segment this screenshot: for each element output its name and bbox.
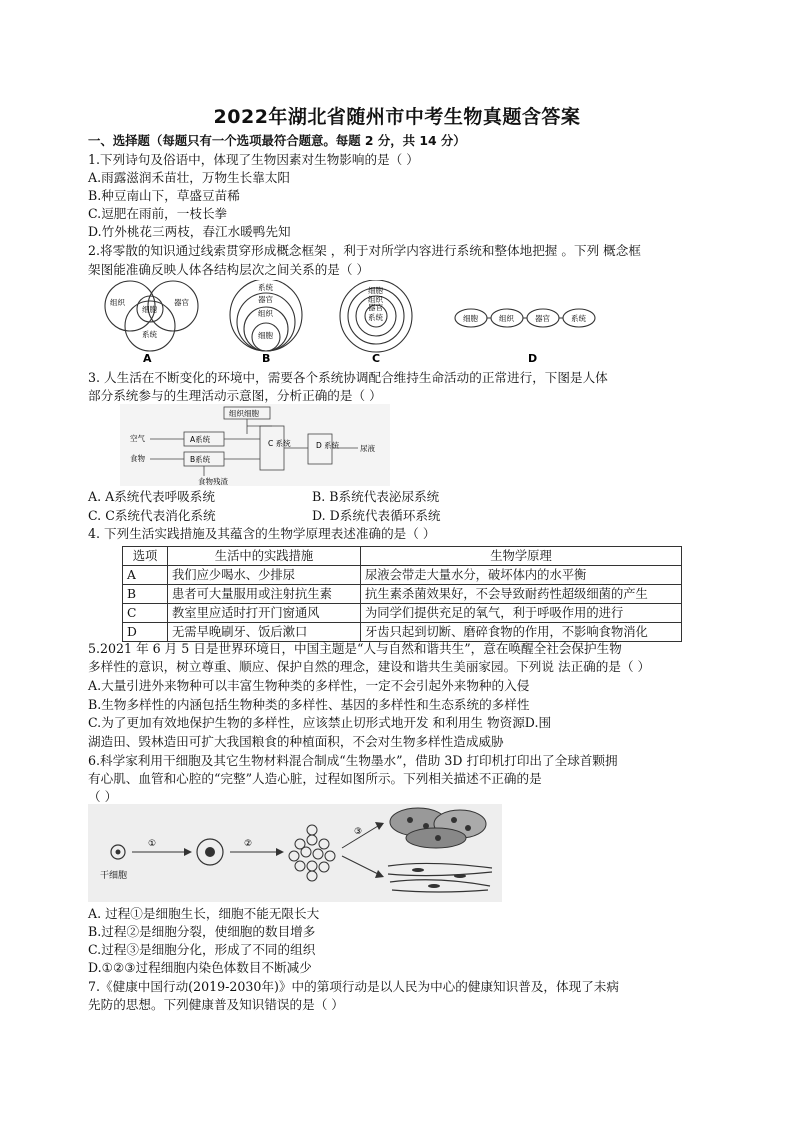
table-cell: D	[123, 623, 168, 642]
table-row	[123, 604, 682, 623]
q2-d-label-2: 组织	[499, 314, 514, 323]
q2-c-label-1: 细胞	[368, 286, 383, 295]
table-cell: 抗生素杀菌效果好，不会导致耐药性超级细菌的产生	[361, 585, 682, 604]
q5-option-c: C.为了更加有效地保护生物的多样性，应该禁止切形式地开发 和利用生 物资源D.围	[88, 715, 552, 730]
table-row	[123, 623, 682, 642]
table-cell: 尿液会带走大量水分，破坏体内的水平衡	[361, 566, 682, 585]
q2-concept-diagrams	[88, 280, 608, 366]
q2-c-label-2: 组织	[368, 295, 383, 304]
q2-b-label-3: 组织	[258, 309, 273, 318]
section-heading: 一、选择题（每题只有一个选项最符合题意。每题 2 分，共 14 分）	[88, 133, 466, 148]
q2-a-label-4: 系统	[142, 330, 157, 339]
q3-b-system: B系统	[190, 455, 211, 464]
q4-table	[122, 546, 682, 642]
q3-urine-label: 尿液	[360, 444, 375, 453]
q3-d-system: D 系统	[316, 441, 340, 450]
q5-line2: 多样性的意识，树立尊重、顺应、保护自然的理念，建设和谐共生美丽家园。下列说 法正确的是（ ）	[88, 659, 651, 674]
table-cell: 我们应少喝水、少排尿	[168, 566, 361, 585]
q2-a-label-1: 组织	[110, 298, 125, 307]
table-cell: C	[123, 604, 168, 623]
q2-d-letter: D	[528, 352, 538, 365]
q2-stem-line2: 架图能准确反映人体各结构层次之间关系的是（ ）	[88, 262, 370, 277]
q2-c-label-3: 器官	[368, 303, 383, 312]
q6-step-3: ③	[354, 827, 363, 837]
q7-line2: 先防的思想。下列健康普及知识错误的是（ ）	[88, 997, 344, 1012]
q6-option-c: C.过程③是细胞分化，形成了不同的组织	[88, 942, 316, 957]
q2-d-label-3: 器官	[535, 314, 550, 323]
table-row	[123, 585, 682, 604]
table-header-cell: 选项	[123, 547, 168, 566]
q3-c-system: C 系统	[268, 439, 291, 448]
q3-air-label: 空气	[130, 434, 145, 443]
q2-b-letter: B	[262, 352, 271, 365]
table-cell: 无需早晚刷牙、饭后漱口	[168, 623, 361, 642]
q3-option-d: D. D系统代表循环系统	[312, 508, 441, 523]
q3-a-system: A系统	[190, 435, 211, 444]
q1-option-a: A.雨露滋润禾苗壮，万物生长靠太阳	[88, 170, 291, 185]
table-header-cell: 生活中的实践措施	[168, 547, 361, 566]
q3-stem-line1: 3. 人生活在不断变化的环境中，需要各个系统协调配合维持生命活动的正常进行，下图是人体	[88, 370, 608, 385]
table-header-cell: 生物学原理	[361, 547, 682, 566]
q4-stem: 4. 下列生活实践措施及其蕴含的生物学原理表述准确的是（ ）	[88, 526, 436, 541]
table-cell: B	[123, 585, 168, 604]
q6-line1: 6.科学家利用干细胞及其它生物材料混合制成“生物墨水”，借助 3D 打印机打印出了全球首颗拥	[88, 753, 618, 768]
q5-option-b: B.生物多样性的内涵包括生物种类的多样性、基因的多样性和生态系统的多样性	[88, 697, 530, 712]
q3-option-c: C. C系统代表消化系统	[88, 508, 216, 523]
q6-stem-cell-diagram	[88, 804, 502, 902]
q1-stem: 1.下列诗句及俗语中，体现了生物因素对生物影响的是（ ）	[88, 152, 419, 167]
q3-option-a: A. A系统代表呼吸系统	[88, 489, 215, 504]
q2-diagram-d	[455, 309, 595, 365]
table-cell: A	[123, 566, 168, 585]
q6-stem-cell-label: 干细胞	[100, 871, 128, 881]
q2-c-label-4: 系统	[368, 313, 383, 322]
q1-option-b: B.种豆南山下，草盛豆苗稀	[88, 188, 240, 203]
table-cell: 为同学们提供充足的氧气，利于呼吸作用的进行	[361, 604, 682, 623]
q2-diagram-a	[105, 281, 198, 365]
q5-option-a: A.大量引进外来物种可以丰富生物种类的多样性，一定不会引起外来物种的入侵	[88, 678, 530, 693]
q6-line3: （ ）	[88, 789, 118, 804]
q3-option-b: B. B系统代表泌尿系统	[312, 489, 440, 504]
q2-b-label-4: 细胞	[258, 331, 273, 340]
q6-step-2: ②	[244, 839, 253, 849]
q2-a-label-2: 细胞	[142, 305, 157, 314]
q1-option-d: D.竹外桃花三两枝，春江水暖鸭先知	[88, 224, 291, 239]
table-cell: 牙齿只起到切断、磨碎食物的作用，不影响食物消化	[361, 623, 682, 642]
table-cell: 教室里应适时打开门窗通风	[168, 604, 361, 623]
q2-diagram-c	[340, 280, 412, 365]
q3-stem-line2: 部分系统参与的生理活动示意图，分析正确的是（ ）	[88, 388, 382, 403]
q2-b-label-2: 器官	[258, 295, 273, 304]
q2-diagram-b	[230, 280, 302, 365]
q2-stem-line1: 2.将零散的知识通过线索贯穿形成概念框架 ，利于对所学内容进行系统和整体地把握 。下列 概念框	[88, 243, 641, 258]
q6-line2: 有心肌、血管和心腔的“完整”人造心脏，过程如图所示。下列相关描述不正确的是	[88, 771, 542, 786]
q3-physiology-diagram	[120, 404, 390, 486]
q7-line1: 7.《健康中国行动(2019-2030年)》中的第项行动是以人民为中心的健康知识普及，体现了未病	[88, 979, 619, 994]
page-title: 2022年湖北省随州市中考生物真题含答案	[213, 106, 581, 128]
q2-d-label-1: 细胞	[463, 314, 478, 323]
q6-option-a: A. 过程①是细胞生长，细胞不能无限长大	[88, 906, 320, 921]
q3-food-label: 食物	[130, 454, 145, 463]
q1-option-c: C.逗肥在雨前，一枝长拳	[88, 206, 228, 221]
q2-d-label-4: 系统	[571, 314, 586, 323]
q5-option-d: 湖造田、毁林造田可扩大我国粮食的种植面积，不会对生物多样性造成威胁	[88, 734, 504, 749]
table-cell: 患者可大量服用或注射抗生素	[168, 585, 361, 604]
q6-option-b: B.过程②是细胞分裂，使细胞的数目增多	[88, 924, 316, 939]
table-row	[123, 566, 682, 585]
q6-step-1: ①	[148, 839, 157, 849]
table-header-row	[123, 547, 682, 566]
q3-tissue-label: 组织细胞	[229, 409, 259, 418]
q2-a-label-3: 器官	[174, 298, 189, 307]
q5-line1: 5.2021 年 6 月 5 日是世界环境日，中国主题是“人与自然和谐共生”，意在唤醒全社会保护生物	[88, 641, 622, 656]
q3-residue-label: 食物残渣	[198, 477, 228, 486]
q2-a-letter: A	[143, 352, 152, 365]
q2-b-label-1: 系统	[258, 283, 273, 292]
q6-option-d: D.①②③过程细胞内染色体数目不断减少	[88, 960, 312, 975]
q2-c-letter: C	[372, 352, 381, 365]
